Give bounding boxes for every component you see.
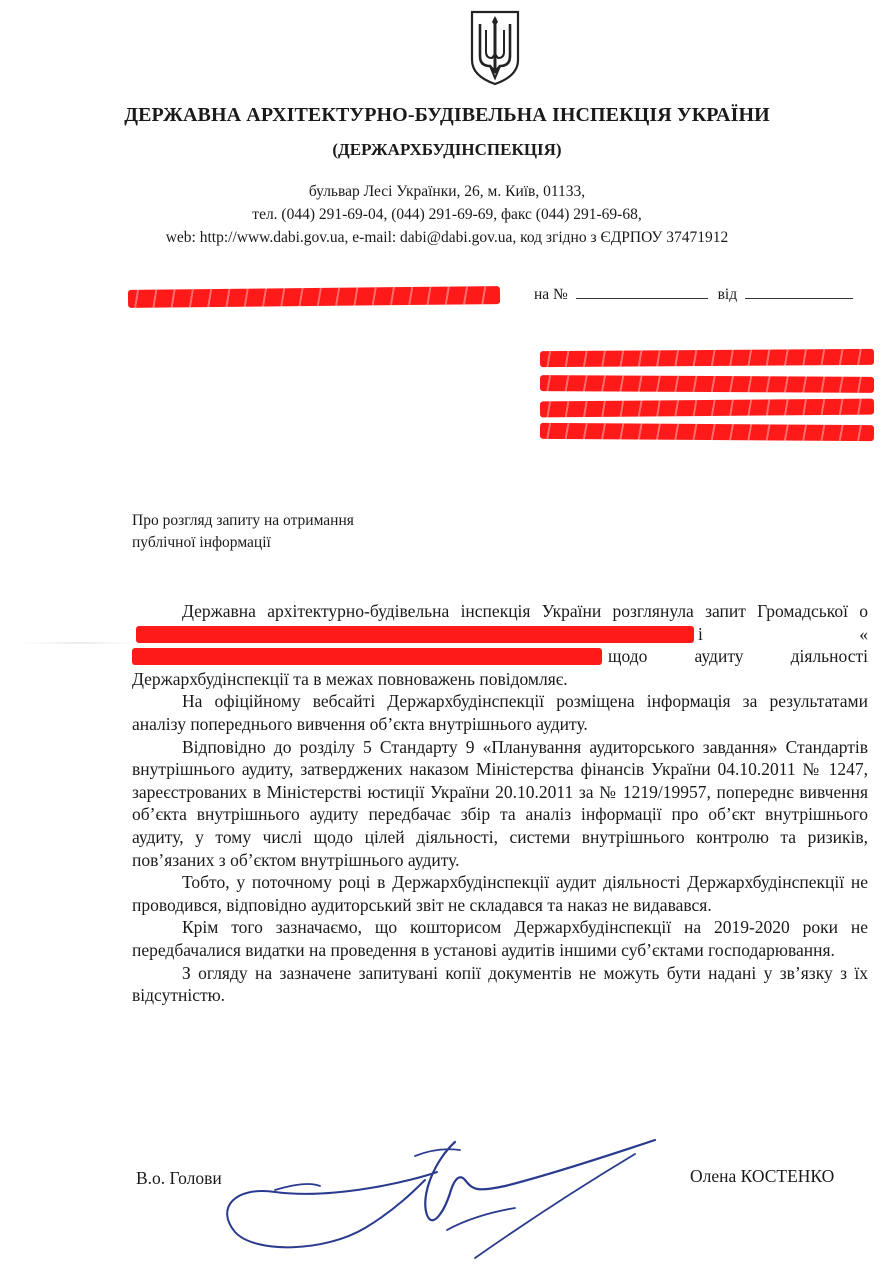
redacted-recipient-line-2: [540, 375, 874, 393]
coat-of-arms-icon: [468, 8, 522, 86]
reference-number-blank: [576, 297, 708, 299]
date-blank: [745, 297, 853, 299]
redacted-recipient-line-1: [540, 349, 874, 367]
organization-web-email: web: http://www.dabi.gov.ua, e-mail: dabi@dabi.gov.ua, код згідно з ЄДРПОУ 37471912: [165, 229, 729, 246]
organization-address: бульвар Лесі Українки, 26, м. Київ, 01133,: [308, 183, 586, 200]
reference-number-label: на №: [534, 286, 568, 303]
redacted-organization-name: [136, 626, 694, 643]
organization-name: ДЕРЖАВНА АРХІТЕКТУРНО-БУДІВЕЛЬНА ІНСПЕКЦІЯ УКРАЇНИ: [124, 104, 770, 126]
handwritten-signature: [215, 1120, 675, 1260]
organization-short-name: (ДЕРЖАРХБУДІНСПЕКЦІЯ): [332, 140, 562, 159]
redacted-recipient-line-4: [540, 423, 874, 441]
paragraph-1: Державна архітектурно-будівельна інспекція України розглянула запит Громадської оі «щодо аудиту діяльності Держархбудінспекції та в межах повноважень повідомляє.: [132, 601, 868, 689]
signatory-position: В.о. Голови: [136, 1168, 222, 1188]
registration-line: [534, 286, 853, 304]
signatory-name: Олена КОСТЕНКО: [690, 1166, 835, 1186]
letter-subject: [132, 510, 354, 554]
paragraph-5: Крім того зазначаємо, що кошторисом Держархбудінспекції на 2019-2020 роки не передбачалися видатки на проведення в установі аудитів іншими суб’єктами господарювання.: [132, 917, 868, 960]
redacted-recipient-line-3: [540, 399, 874, 418]
paragraph-4: Тобто, у поточному році в Держархбудінспекції аудит діяльності Держархбудінспекції не проводився, відповідно аудиторський звіт не складався та наказ не видавався.: [132, 872, 868, 915]
subject-line-2: публічної інформації: [132, 534, 271, 551]
letter-body: [132, 600, 868, 1007]
paragraph-6: З огляду на зазначене запитувані копії документів не можуть бути надані у зв’язку з їх відсутністю.: [132, 962, 868, 1006]
date-label: від: [717, 286, 738, 303]
redacted-outgoing-number: [128, 286, 500, 308]
paragraph-2: На офіційному вебсайті Держархбудінспекції розміщена інформація за результатами аналізу попереднього вивчення об’єкта внутрішнього аудиту.: [132, 691, 868, 734]
scan-artifact: [20, 642, 140, 644]
paragraph-3: Відповідно до розділу 5 Стандарту 9 «Планування аудиторського завдання» Стандартів внутрішнього аудиту, затверджених наказом Міністерства фінансів України 04.10.2011 № 1247, зареєстрованих в Міністерстві юстиції України 20.10.2011 за № 1219/19957, попереднє вивчення об’єкта внутрішнього аудиту передбачає збір та аналіз інформації про об’єкт внутрішнього аудиту, у тому числі щодо цілей діяльності, системи внутрішнього контролю та ризиків, пов’язаних з об’єктом внутрішнього аудиту.: [132, 736, 868, 870]
redacted-organization-name-2: [132, 648, 602, 665]
subject-line-1: Про розгляд запиту на отримання: [132, 512, 354, 529]
organization-phones: тел. (044) 291-69-04, (044) 291-69-69, факс (044) 291-69-68,: [252, 206, 642, 223]
